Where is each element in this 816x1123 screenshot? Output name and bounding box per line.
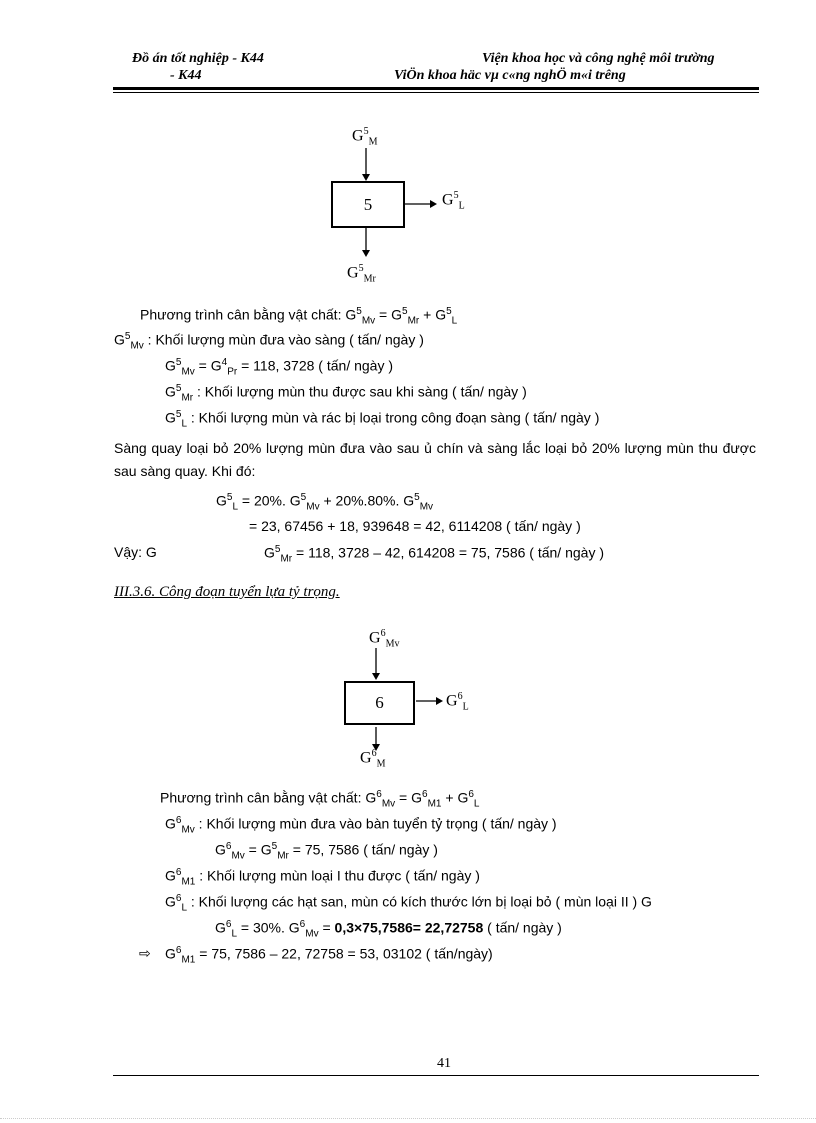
section5-def-mr: $G^5_{Mr}$ : Khối lượng mùn thu được sau khi sàng ( tấn/ ngày ) (165, 383, 527, 404)
header-right-line1: Viện khoa học và công nghệ môi trường (482, 51, 715, 66)
section6-def-l: $G^6_L$ : Khối lượng các hạt san, mùn có kích thước lớn bị loại bỏ ( mùn loại II ) G (165, 893, 652, 914)
section6-def-mv: $G^6_{Mv}$ : Khối lượng mùn đưa vào bàn tuyển tỷ trọng ( tấn/ ngày ) (165, 815, 557, 836)
diagram-5-box (331, 181, 405, 228)
page-edge-dotted-line (0, 1118, 816, 1119)
diagram-5-bottom-output-label: $G^5_{Mr}$ (347, 263, 376, 285)
section5-equation: Phương trình cân bằng vật chất: $G^5_{Mv} = G^5_{Mr} + G^5_L$ (140, 306, 458, 327)
page-number: 41 (437, 1056, 451, 1071)
diagram-6-side-output-label: $G^6_L$ (446, 691, 469, 713)
header-right-line2: ViÖn khoa häc vµ c«ng nghÖ m«i trêng (394, 68, 626, 83)
section5-paragraph: Sàng quay loại bỏ 20% lượng mùn đưa vào sau ủ chín và sàng lắc loại bỏ 20% lượng mùn thu được sau sàng quay. Khi đó: (114, 440, 756, 479)
section-heading: III.3.6. Công đoạn tuyển lựa tỷ trọng. (114, 584, 340, 600)
diagram-6-bottom-output-label: $G^6_M$ (360, 748, 386, 770)
section6-calc-l: $G^6_L = 30\%$. $G^6_{Mv} = 0,3\times 75,7586= 22,72758$ ( tấn/ ngày ) (215, 919, 562, 940)
diagram-6-box (344, 681, 415, 725)
result-arrow-icon: ⇨ (139, 945, 151, 961)
section5-conclusion-prefix: Vậy: G (114, 544, 157, 560)
diagram-6-input-label: $G^6_{Mv}$ (369, 628, 400, 650)
section5-calc-l-result: = 23, 67456 + 18, 939648 = 42, 6114208 ( tấn/ ngày ) (249, 518, 581, 534)
header-left-line1: Đồ án tốt nghiệp - K44 (132, 51, 264, 66)
section5-calc-mv: $G^5_{Mv} = G^4_{Pr} = 118$, 3728 ( tấn/ ngày ) (165, 357, 394, 378)
diagram-6-box-label: 6 (375, 693, 384, 712)
diagram-5-box-label: 5 (363, 194, 373, 214)
section6-result: $G^6_{M1} = 75$, 7586 – 22, 72758 = 53, 03102 ( tấn/ngày) (165, 945, 493, 966)
header-left-line2: - K44 (170, 68, 202, 83)
diagram-5-input-label: $G^5_M$ (352, 126, 378, 148)
section6-def-m1: $G^6_{M1}$ : Khối lượng mùn loại I thu được ( tấn/ ngày ) (165, 867, 480, 888)
footer-rule (113, 1075, 759, 1076)
section6-equation: Phương trình cân bằng vật chất: $G^6_{Mv} = G^6_{M1} + G^6_L$ (160, 789, 480, 810)
section5-def-l: $G^5_L$ : Khối lượng mùn và rác bị loại trong công đoạn sàng ( tấn/ ngày ) (165, 409, 600, 430)
section6-calc-mv: $G^6_{Mv} = G^5_{Mr} = 75$, 7586 ( tấn/ ngày ) (215, 841, 438, 862)
header-rule-thin (113, 92, 759, 93)
header-rule (113, 87, 759, 90)
diagram-5-side-output-label: $G^5_L$ (442, 190, 465, 212)
section5-calc-l: $G^5_L = 20\%$. $G^5_{Mv} + 20\%.80\%$. $G^5_{Mv}$ (216, 492, 434, 513)
section5-def-mv: $G^5_{Mv}$ : Khối lượng mùn đưa vào sàng ( tấn/ ngày ) (114, 331, 424, 352)
section5-conclusion: $G^5_{Mr} = 118$, 3728 – 42, 614208 = 75, 7586 ( tấn/ ngày ) (264, 544, 605, 565)
